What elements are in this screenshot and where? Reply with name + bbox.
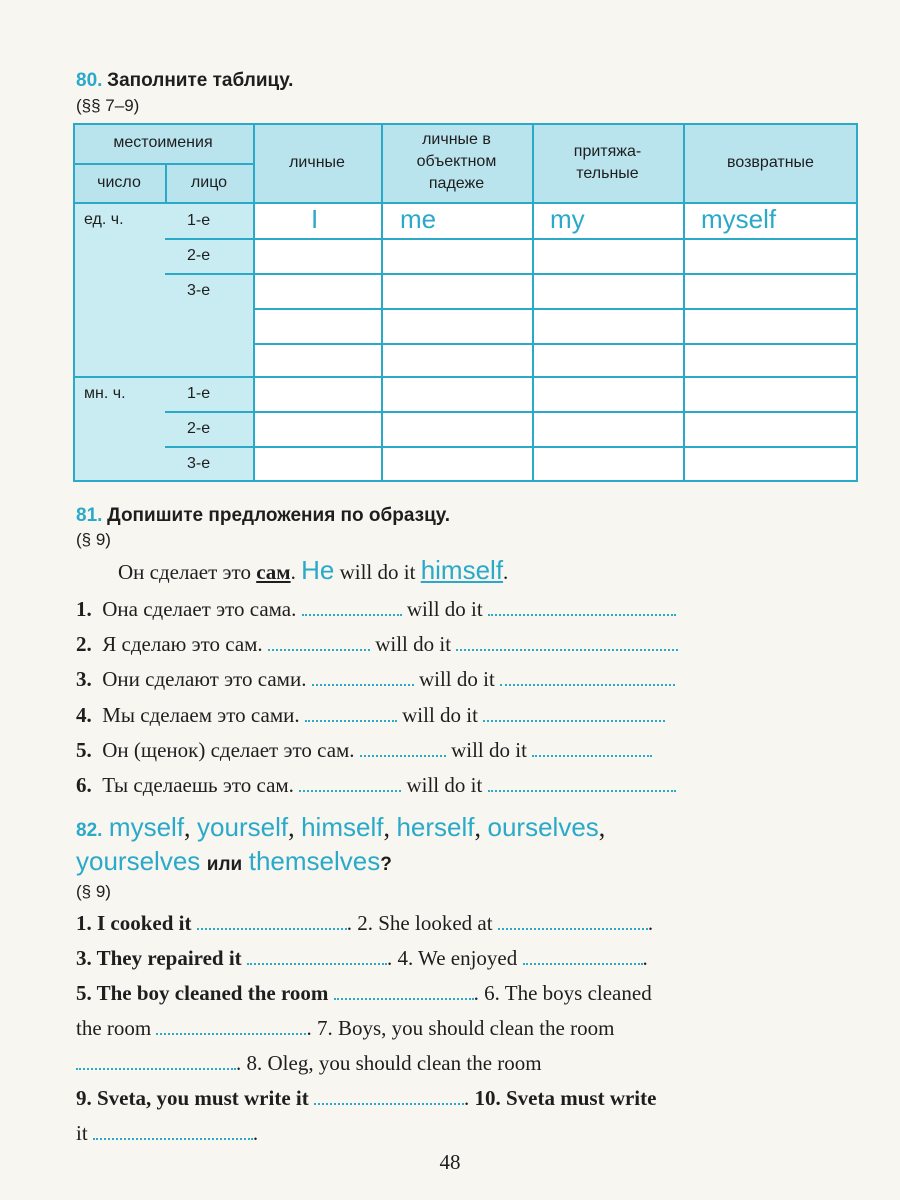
ex81-item: 1. Она сделает это сама. will do it <box>76 596 676 622</box>
blank-field[interactable] <box>268 631 370 651</box>
ex80-heading <box>76 70 293 92</box>
ex81-item: 5. Он (щенок) сделает это сам. will do it <box>76 737 652 763</box>
example-underlined-word: сам <box>256 560 291 584</box>
blank-field[interactable] <box>334 980 474 1000</box>
ex81-example: Он сделает это сам. He will do it himself. <box>118 555 509 585</box>
word-themselves: themselves <box>248 846 381 876</box>
ex80-reference: (§§ 7–9) <box>76 96 140 115</box>
answer-objective: me <box>400 204 437 234</box>
ex81-reference: (§ 9) <box>76 530 111 549</box>
person-2-plur: 2-е <box>187 420 211 437</box>
blank-field[interactable] <box>532 737 652 757</box>
blank-field[interactable] <box>314 1085 464 1105</box>
word-ourselves: ourselves <box>487 812 599 842</box>
blank-field[interactable] <box>197 910 347 930</box>
blank-field[interactable] <box>456 631 678 651</box>
ex82-heading-line2: yourselves или themselves? <box>76 846 392 876</box>
blank-field[interactable] <box>498 910 648 930</box>
ex82-line: 1. I cooked it . 2. She looked at . <box>76 911 654 935</box>
word-yourselves: yourselves <box>76 846 201 876</box>
ex81-title: Допишите предложения по образцу. <box>107 505 450 526</box>
blank-field[interactable] <box>93 1120 253 1140</box>
pronoun-table <box>73 123 858 482</box>
table-header-personal: личные <box>289 154 345 171</box>
ex80-number: 80. <box>76 70 103 91</box>
person-2-sing: 2-е <box>187 247 211 264</box>
word-himself: himself <box>301 812 384 842</box>
blank-field[interactable] <box>247 945 387 965</box>
ex82-line: . 8. Oleg, you should clean the room <box>76 1050 542 1076</box>
blank-field[interactable] <box>483 702 665 722</box>
ex81-item: 4. Мы сделаем это сами. will do it <box>76 702 665 728</box>
page-number: 48 <box>439 1150 461 1174</box>
table-header-number: число <box>97 174 141 191</box>
person-3-plur: 3-е <box>187 455 211 472</box>
word-herself: herself <box>396 812 475 842</box>
blank-field[interactable] <box>523 945 643 965</box>
ex81-number: 81. <box>76 505 103 526</box>
blank-field[interactable] <box>76 1050 236 1070</box>
table-header-pronouns: местоимения <box>113 134 213 151</box>
blank-field[interactable] <box>488 596 676 616</box>
example-subject: He <box>301 555 335 585</box>
ex81-item: 2. Я сделаю это сам. will do it <box>76 631 678 657</box>
plural-label: мн. ч. <box>84 385 126 402</box>
blank-field[interactable] <box>500 666 675 686</box>
example-object: himself <box>420 555 504 585</box>
ex82-reference: (§ 9) <box>76 882 111 901</box>
word-myself: myself <box>108 812 185 842</box>
blank-field[interactable] <box>302 596 402 616</box>
ex82-line: 9. Sveta, you must write it . 10. Sveta must write <box>76 1086 657 1110</box>
ex80-title: Заполните таблицу. <box>107 70 294 91</box>
ex82-line: it . <box>76 1121 259 1145</box>
ex82-heading: 82. myself, yourself, himself, herself, ourselves, <box>76 812 606 842</box>
table-header-possessive: притяжа- тельные <box>573 143 642 182</box>
blank-field[interactable] <box>299 772 401 792</box>
answer-reflexive: myself <box>701 204 777 234</box>
person-1-plur: 1-е <box>187 385 211 402</box>
ex81-item: 3. Они сделают это сами. will do it <box>76 666 675 692</box>
blank-field[interactable] <box>360 737 446 757</box>
table-header-reflexive: возвратные <box>727 154 814 171</box>
blank-field[interactable] <box>488 772 676 792</box>
blank-field[interactable] <box>305 702 397 722</box>
person-3-sing: 3-е <box>187 282 211 299</box>
table-header-person: лицо <box>190 174 228 191</box>
ex82-line: 3. They repaired it . 4. We enjoyed . <box>76 946 648 970</box>
ex82-number: 82. <box>76 820 103 841</box>
person-1-sing: 1-е <box>187 212 211 229</box>
blank-field[interactable] <box>312 666 414 686</box>
connector-or: или <box>206 854 243 875</box>
ex82-line: 5. The boy cleaned the room . 6. The boys cleaned <box>76 981 652 1005</box>
singular-label: ед. ч. <box>84 211 124 228</box>
word-yourself: yourself <box>197 812 289 842</box>
blank-field[interactable] <box>156 1015 306 1035</box>
ex81-item: 6. Ты сделаешь это сам. will do it <box>76 772 676 798</box>
answer-personal: I <box>311 204 319 234</box>
table-header-objective: личные в объектном падеже <box>416 131 497 192</box>
answer-possessive: my <box>550 204 585 234</box>
ex81-heading <box>76 505 450 527</box>
ex82-line: the room . 7. Boys, you should clean the room <box>76 1016 615 1040</box>
